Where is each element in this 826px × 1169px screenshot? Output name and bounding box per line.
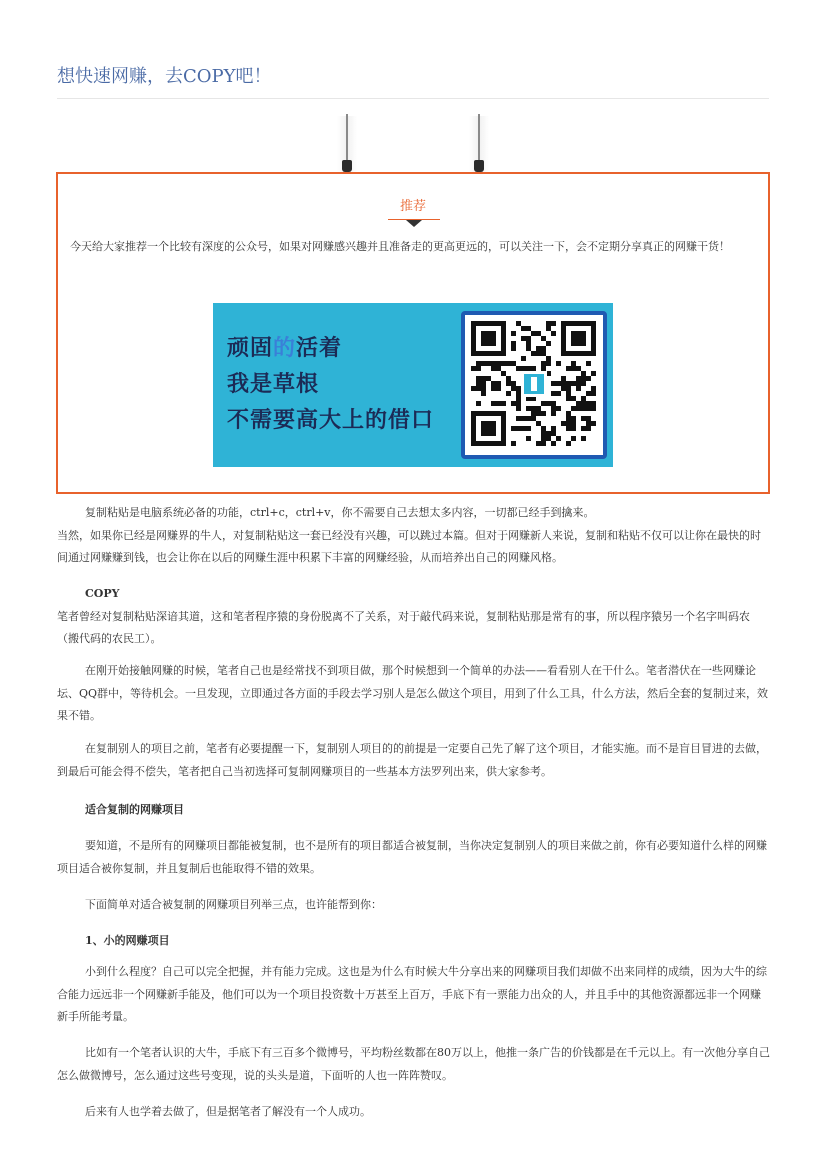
paragraph: 当然，如果你已经是网赚界的牛人，对复制粘贴这一套已经没有兴趣，可以跳过本篇。但对于网赚新人来说，复制和粘贴不仅可以让你在最快的时间通过网赚赚到钱，也会让你在以后的网赚生涯中积累下丰富的网赚经验，从而培养出自己的网赚风格。 (57, 528, 761, 564)
qr-code-icon (461, 311, 607, 459)
paragraph: 在刚开始接触网赚的时候，笔者自己也是经常找不到项目做，那个时候想到一个简单的办法——看看别人在干什么。笔者潜伏在一些网赚论坛、QQ群中，等待机会。一旦发现，立即通过各方面的手段去学习别人是怎么做这个项目，用到了什么工具，什么方法，然后全套的复制过来，效果不错。 (57, 664, 769, 722)
recommendation-heading: 推荐 (399, 199, 426, 214)
recommendation-text: 今天给大家推荐一个比较有深度的公众号，如果对网赚感兴趣并且准备走的更高更远的，可以关注一下，会不定期分享真正的网赚干货！ (70, 240, 730, 253)
hanger-string-right (478, 114, 480, 162)
banner-line-3: 不需要高大上的借口 (227, 408, 435, 433)
wechat-banner (213, 303, 613, 467)
section-heading: COPY (85, 587, 120, 600)
recommendation-box (56, 172, 770, 494)
page-title: 想快速网赚，去COPY吧！ (57, 66, 272, 87)
section-heading: 适合复制的网赚项目 (85, 803, 184, 816)
banner-line-1-c: 活着 (296, 336, 343, 361)
paragraph: 要知道，不是所有的网赚项目都能被复制，也不是所有的项目都适合被复制，当你决定复制别人的项目来做之前，你有必要知道什么样的网赚项目适合被你复制，并且复制后也能取得不错的效果。 (57, 839, 767, 875)
paragraph: 笔者曾经对复制粘贴深谙其道，这和笔者程序猿的身份脱离不了关系，对于敲代码来说，复制粘贴那是常有的事，所以程序猿另一个名字叫码农（搬代码的农民工）。 (57, 609, 750, 645)
article-body (57, 502, 771, 570)
banner-line-1-b: 的 (273, 336, 297, 361)
clip-icon (342, 160, 352, 172)
article-body (57, 583, 771, 651)
section-heading: 1、小的网赚项目 (85, 934, 170, 947)
paragraph: 小到什么程度？自己可以完全把握，并有能力完成。这也是为什么有时候大牛分享出来的网赚项目我们却做不出来同样的成绩，因为大牛的综合能力远远非一个网赚新手能及，他们可以为一个项目投资数十万甚至上百万，手底下有一票能力出众的人，并且手中的其他资源都远非一个网赚新手所能考量。 (57, 965, 767, 1023)
hanger-string-left (346, 114, 348, 162)
triangle-down-icon (406, 220, 422, 227)
paragraph: 复制粘贴是电脑系统必备的功能，ctrl+c，ctrl+v，你不需要自己去想太多内容，一切都已经手到擒来。 (85, 506, 595, 519)
title-divider (57, 98, 769, 99)
banner-line-1 (227, 331, 434, 367)
qr-code-graphic (471, 321, 597, 449)
banner-line-2: 我是草根 (227, 372, 320, 397)
paragraph: 后来有人也学着去做了，但是据笔者了解没有一个人成功。 (85, 1105, 371, 1118)
paragraph: 比如有一个笔者认识的大牛，手底下有三百多个微博号，平均粉丝数都在80万以上，他推一条广告的价钱都是在千元以上。有一次他分享自己怎么做微博号，怎么通过这些号变现，说的头头是道，下面听的人也一阵阵赞叹。 (57, 1046, 770, 1082)
paragraph: 下面简单对适合被复制的网赚项目列举三点，也许能帮到你： (85, 898, 382, 911)
banner-line-1-a: 顽固 (227, 336, 274, 361)
banner-slogan (227, 331, 434, 439)
paragraph: 在复制别人的项目之前，笔者有必要提醒一下，复制别人项目的的前提是一定要自己先了解了这个项目，才能实施。而不是盲目冒进的去做，到最后可能会得不偿失，笔者把自己当初选择可复制网赚项目的一些基本方法罗列出来，供大家参考。 (57, 742, 767, 778)
clip-icon (474, 160, 484, 172)
